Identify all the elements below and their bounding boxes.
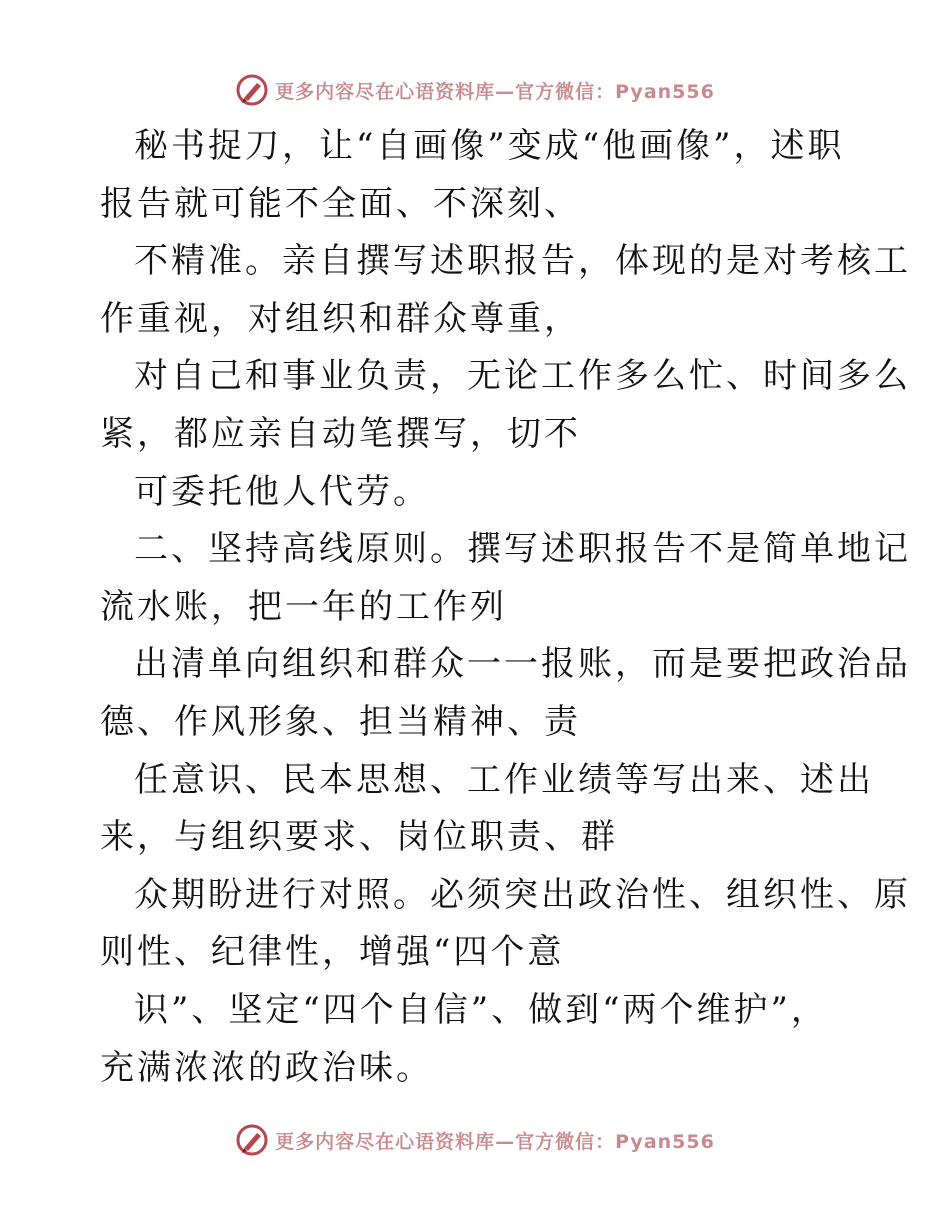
text-line: 任意识、民本思想、工作业绩等写出来、述出 [134, 759, 874, 800]
text-line: 秘书捉刀，让“自画像”变成“他画像”，述职 [134, 126, 845, 166]
text-line: 则性、纪律性，增强“四个意 [100, 932, 565, 973]
text-line: 二、坚持高线原则。撰写述职报告不是简单地记 [134, 529, 911, 570]
pen-logo-icon [235, 73, 269, 107]
pen-logo-icon [235, 1123, 269, 1157]
text-line: 德、作风形象、担当精神、责 [100, 701, 581, 742]
text-line: 出清单向组织和群众一一报账，而是要把政治品 [134, 644, 911, 685]
text-line: 作重视，对组织和群众尊重， [100, 298, 581, 339]
text-line: 充满浓浓的政治味。 [100, 1047, 433, 1088]
text-line: 对自己和事业负责，无论工作多么忙、时间多么 [134, 356, 911, 397]
text-line: 众期盼进行对照。必须突出政治性、组织性、原 [134, 874, 911, 915]
text-line: 报告就可能不全面、不深刻、 [100, 183, 581, 224]
text-line: 来，与组织要求、岗位职责、群 [100, 817, 618, 858]
document-body [100, 118, 911, 1097]
text-line: 识”、坚定“四个自信”、做到“两个维护”， [134, 989, 828, 1030]
text-line: 紧，都应亲自动笔撰写，切不 [100, 413, 581, 454]
text-line: 流水账，把一年的工作列 [100, 586, 507, 627]
header-watermark [0, 70, 950, 110]
text-line: 不精准。亲自撰写述职报告，体现的是对考核工 [134, 241, 911, 282]
watermark-text: 更多内容尽在心语资料库—官方微信：Pyan556 [275, 80, 715, 103]
text-line: 可委托他人代劳。 [134, 471, 430, 512]
footer-watermark [0, 1120, 950, 1160]
watermark-text: 更多内容尽在心语资料库—官方微信：Pyan556 [275, 1130, 715, 1153]
